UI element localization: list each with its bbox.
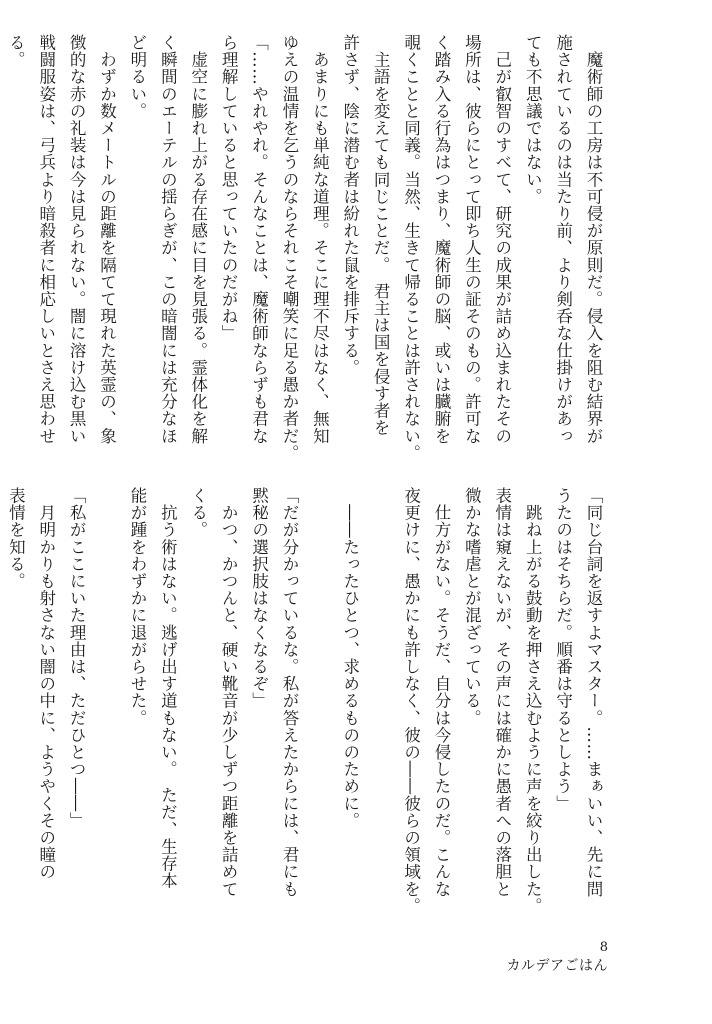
text-line: うたのはそちらだ。順番は守るとしよう」 [553, 487, 573, 812]
blank-line [304, 487, 334, 935]
text-line: 「同じ台詞を返すよマスター。……まぁいい、先に問 [584, 487, 603, 898]
text-line: 仕方がない。そうだ、自分は今侵したのだ。こんな [431, 487, 451, 898]
text-line: 場所は、彼らにとって即ち人生の証そのもの。許可な [462, 34, 482, 445]
text-line: 月明かりも射さない闇の中に、ようやくその瞳の [36, 487, 56, 881]
text-line: ら理解していると思っていたのだがね」 [219, 34, 239, 342]
text-line: 能が踵をわずかに退がらせた。 [127, 487, 147, 727]
text-line: く瞬間のエーテルの揺らぎが、この暗闇には充分なほ [158, 34, 178, 445]
text-line: 跳ね上がる鼓動を押さえ込むように声を絞り出した。 [523, 487, 543, 915]
text-line: あまりにも単純な道理。そこに理不尽はなく、無知 [310, 34, 330, 445]
blank-line [91, 487, 121, 935]
text-line: 表情は窺えないが、その声には確かに愚者への落胆と [492, 487, 512, 898]
text-line: 己が叡智のすべて、研究の成果が詰め込まれたその [492, 34, 512, 445]
text-line: ど明るい。 [127, 34, 147, 120]
text-line: 「だが分かっているな。私が答えたからには、君にも [279, 487, 299, 898]
text-line: 黙秘の選択肢はなくなるぞ」 [249, 487, 269, 710]
text-line: 「私がここにいた理由は、ただひとつ――」 [67, 487, 87, 829]
text-line: ても不思議ではない。 [523, 34, 543, 205]
text-line: かつ、かつんと、硬い靴音が少しずつ距離を詰めて [219, 487, 239, 898]
text-line: 「……やれやれ。そんなことは、魔術師ならずも君な [249, 34, 269, 445]
text-line: 微かな嗜虐とが混ざっている。 [462, 487, 482, 727]
text-line: 許さず、陰に潜む者は紛れた鼠を排斥する。 [340, 34, 360, 376]
text-line: くる。 [188, 487, 208, 539]
text-line: 徴的な赤の礼装は今は見られない。闇に溶け込む黒い [67, 34, 87, 445]
running-head: カルデアごはん [506, 958, 608, 974]
text-line: 戦闘服姿は、弓兵より暗殺者に相応しいとさえ思わせ [36, 34, 56, 445]
text-line: 虚空に膨れ上がる存在感に目を見張る。霊体化を解 [188, 34, 208, 445]
text-line: 魔術師の工房は不可侵が原則だ。侵入を阻む結界が [584, 34, 603, 445]
text-line: ゆえの温情を乞うのならそれこそ嘲笑に足る愚か者だ。 [279, 34, 299, 462]
text-line: ――たったひとつ、求めるもののために。 [340, 487, 360, 829]
text-line: 夜更けに、愚かにも許しなく、彼の――彼らの領域を。 [401, 487, 421, 915]
text-line: 表情を知る。 [6, 487, 26, 590]
upper-text-block [0, 34, 608, 464]
text-line: く踏み入る行為はつまり、魔術師の脳、或いは臓腑を [431, 34, 451, 445]
text-line: 施されているのは当たり前、より剣呑な仕掛けがあっ [553, 34, 573, 445]
lower-text-block [0, 487, 608, 935]
page-number: 8 [599, 940, 608, 955]
text-line: 抗う術はない。逃げ出す道もない。 ただ、生存本 [158, 487, 178, 890]
text-line: る。 [6, 34, 26, 69]
blank-line [365, 487, 395, 935]
text-line: わずか数メートルの距離を隔てて現れた英霊の、象 [97, 34, 117, 445]
text-line: 覗くことと同義。当然、生きて帰ることは許されない。 [401, 34, 421, 462]
text-line: 主語を変えても同じことだ。 君主は国を侵す者を [371, 34, 391, 437]
